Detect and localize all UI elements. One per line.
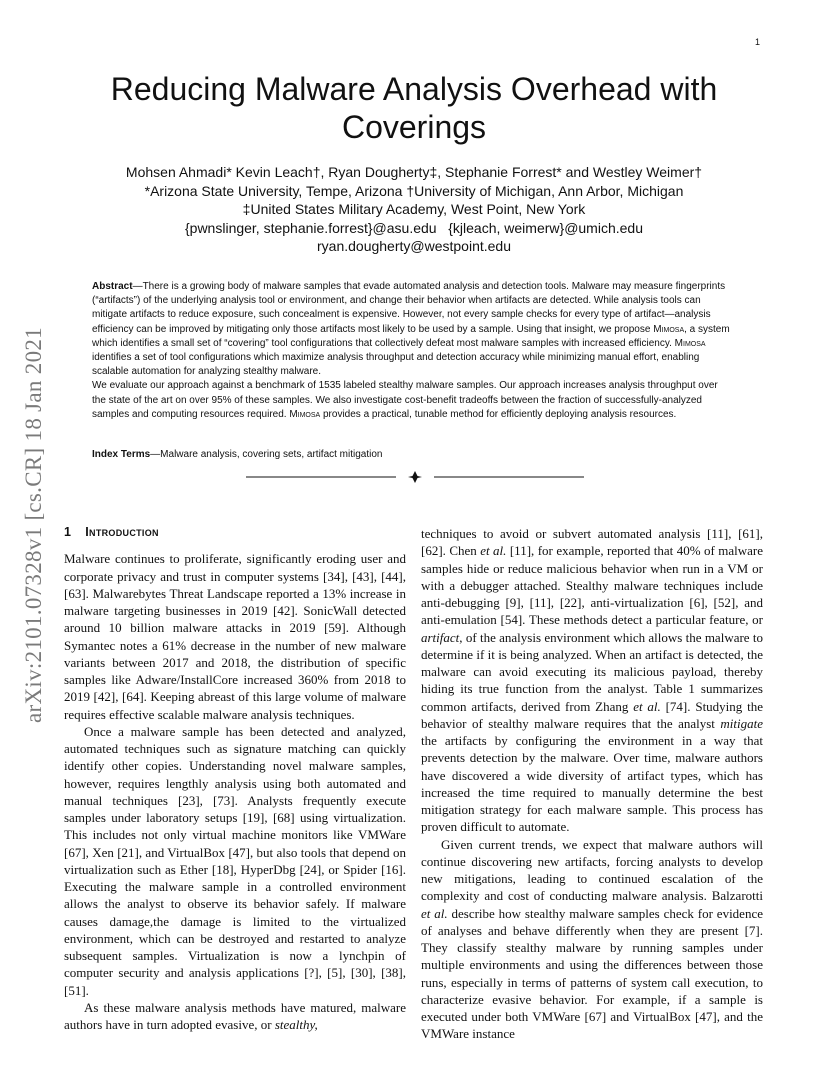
author-affiliations: *Arizona State University, Tempe, Arizona †University of Michigan, Ann Arbor, Michigan: [144, 182, 684, 199]
left-column: [64, 524, 406, 1033]
section-divider: [246, 470, 584, 484]
system-name: Mimosa: [653, 323, 685, 335]
author-affiliations: ‡United States Military Academy, West Point, New York: [242, 201, 586, 217]
author-block: [60, 163, 768, 256]
body-paragraph: Once a malware sample has been detected and analyzed, automated techniques such as signature matching can quickly identify other copies. Understanding novel malware samples, however, requires lengthly analysis using both automated and manual techniques [23], [73]. Analysts frequently execute samples under laboratory setups [19], [68] using virtualization. This includes not only virtual machine monitors like VMWare [67], Xen [21], and VirtualBox [47], but also tools that depend on virtualization such as Ether [18], HyperDbg [24], or Spider [16]. Executing the malware sample in a controlled environment allows the analyst to observe its behavior safely. If malware causes damage,the damage is limited to the virtualized environment, which can be destroyed and restarted to analyze subsequent samples. Virtualization is now a lynchpin of computer security and analysis applications [?], [5], [30], [38], [51].: [64, 723, 406, 998]
author-names: Mohsen Ahmadi* Kevin Leach†, Ryan Dougherty‡, Stephanie Forrest* and Westley Weimer†: [125, 164, 703, 180]
index-terms-label: Index Terms: [92, 449, 151, 460]
diamond-ornament-icon: [408, 471, 422, 483]
section-heading: 1 Introduction: [64, 525, 159, 539]
right-column: [421, 525, 763, 1043]
abstract-paragraph: We evaluate our approach against a benchmark of 1535 labeled stealthy malware samples. Our approach increases analysis throughput over the state of the art on over 95% of these samples. We also investigate cost-benefit tradeoffs between the fraction of successfully-analyzed samples and computing resources required. Mimosa provides a practical, tunable method for efficiently deploying analysis resources.: [92, 380, 718, 420]
arxiv-identifier: arXiv:2101.07328v1 [cs.CR] 18 Jan 2021: [21, 327, 47, 723]
system-name: Mimosa: [674, 337, 706, 349]
body-paragraph: As these malware analysis methods have matured, malware authors have in turn adopted evasive, or stealthy,: [64, 999, 406, 1032]
author-emails: {pwnslinger, stephanie.forrest}@asu.edu {kjleach, weimerw}@umich.edu: [184, 219, 643, 236]
arxiv-sidebar-stamp: [14, 290, 54, 760]
abstract-label: Abstract: [92, 281, 133, 292]
body-paragraph: techniques to avoid or subvert automated analysis [11], [61], [62]. Chen et al. [11], for example, reported that 40% of malware samples hide or reduce malicious behavior when run in a VM or with a debugger attached. Stealthy malware techniques include anti-debugging [9], [11], [22], anti-virtualization [6], [52], and anti-emulation [54]. These methods detect a particular feature, or artifact, of the analysis environment which allows the malware to determine if it is being analyzed. When an artifact is detected, the malware can avoid executing its malicious payload, thereby hiding its true function from the analyst. Table 1 summarizes common artifacts, derived from Zhang et al. [74]. Studying the behavior of stealthy malware requires that the analyst mitigate the artifacts by configuring the environment in a way that prevents detection by the malware. Over time, malware authors have discovered a wide diversity of artifact types, which has increased the time required to manually determine the best mitigation strategy for each malware sample. This process has proven difficult to automate.: [421, 526, 763, 835]
body-paragraph: Malware continues to proliferate, significantly eroding user and corporate privacy and trust in computer systems [34], [43], [44], [63]. Malwarebytes Threat Landscape reported a 13% increase in malware targeting businesses in 2019 [42]. SonicWall detected around 10 billion malware attacks in 2019 [59]. Although Symantec notes a 61% decrease in the number of new malware variants between 2017 and 2018, the distribution of specific samples like Adware/InstallCore increased 360% from 2018 to 2019 [42], [64]. Keeping abreast of this large volume of malware requires effective scalable malware analysis techniques.: [64, 551, 406, 722]
abstract-paragraph: Abstract—There is a growing body of malware samples that evade automated analysis and detection tools. Malware may measure fingerprints (“artifacts”) of the underlying analysis tool or environment, and change their behavior when artifacts are detected. While analysis tools can mitigate artifacts to reduce exposure, such concealment is expensive. However, not every sample checks for every type of artifact—analysis efficiency can be improved by mitigating only those artifacts most likely to be used by a sample. Using that insight, we propose Mimosa, a system which identifies a small set of “covering” tool configurations that collectively defeat most malware samples with increased efficiency. Mimosa identifies a set of tool configurations which maximize analysis throughput and detection accuracy while minimizing manual effort, enabling scalable automation for analyzing stealthy malware.: [92, 281, 730, 378]
body-paragraph: Given current trends, we expect that malware authors will continue discovering new artifacts, forcing analysts to develop new mitigations, leading to continued escalation of the complexity and cost of conducting malware analysis. Balzarotti et al. describe how stealthy malware samples check for evidence of analyses and behave differently when they are present [7]. They classify stealthy malware by running samples under multiple environments and using the differences between those runs, especially in terms of patterns of system call execution, to characterize evasive behavior. For example, if a sample is executed under both VMWare [67] and VirtualBox [47], and the VMWare instance: [421, 836, 763, 1042]
author-emails: ryan.dougherty@westpoint.edu: [317, 238, 511, 254]
paper-title: Reducing Malware Analysis Overhead with Coverings: [110, 71, 718, 145]
section-title: Introduction: [85, 525, 159, 539]
abstract: [92, 280, 732, 422]
system-name: Mimosa: [289, 408, 321, 420]
page-number: 1: [755, 37, 761, 47]
index-terms: Index Terms—Malware analysis, covering sets, artifact mitigation: [92, 449, 383, 460]
